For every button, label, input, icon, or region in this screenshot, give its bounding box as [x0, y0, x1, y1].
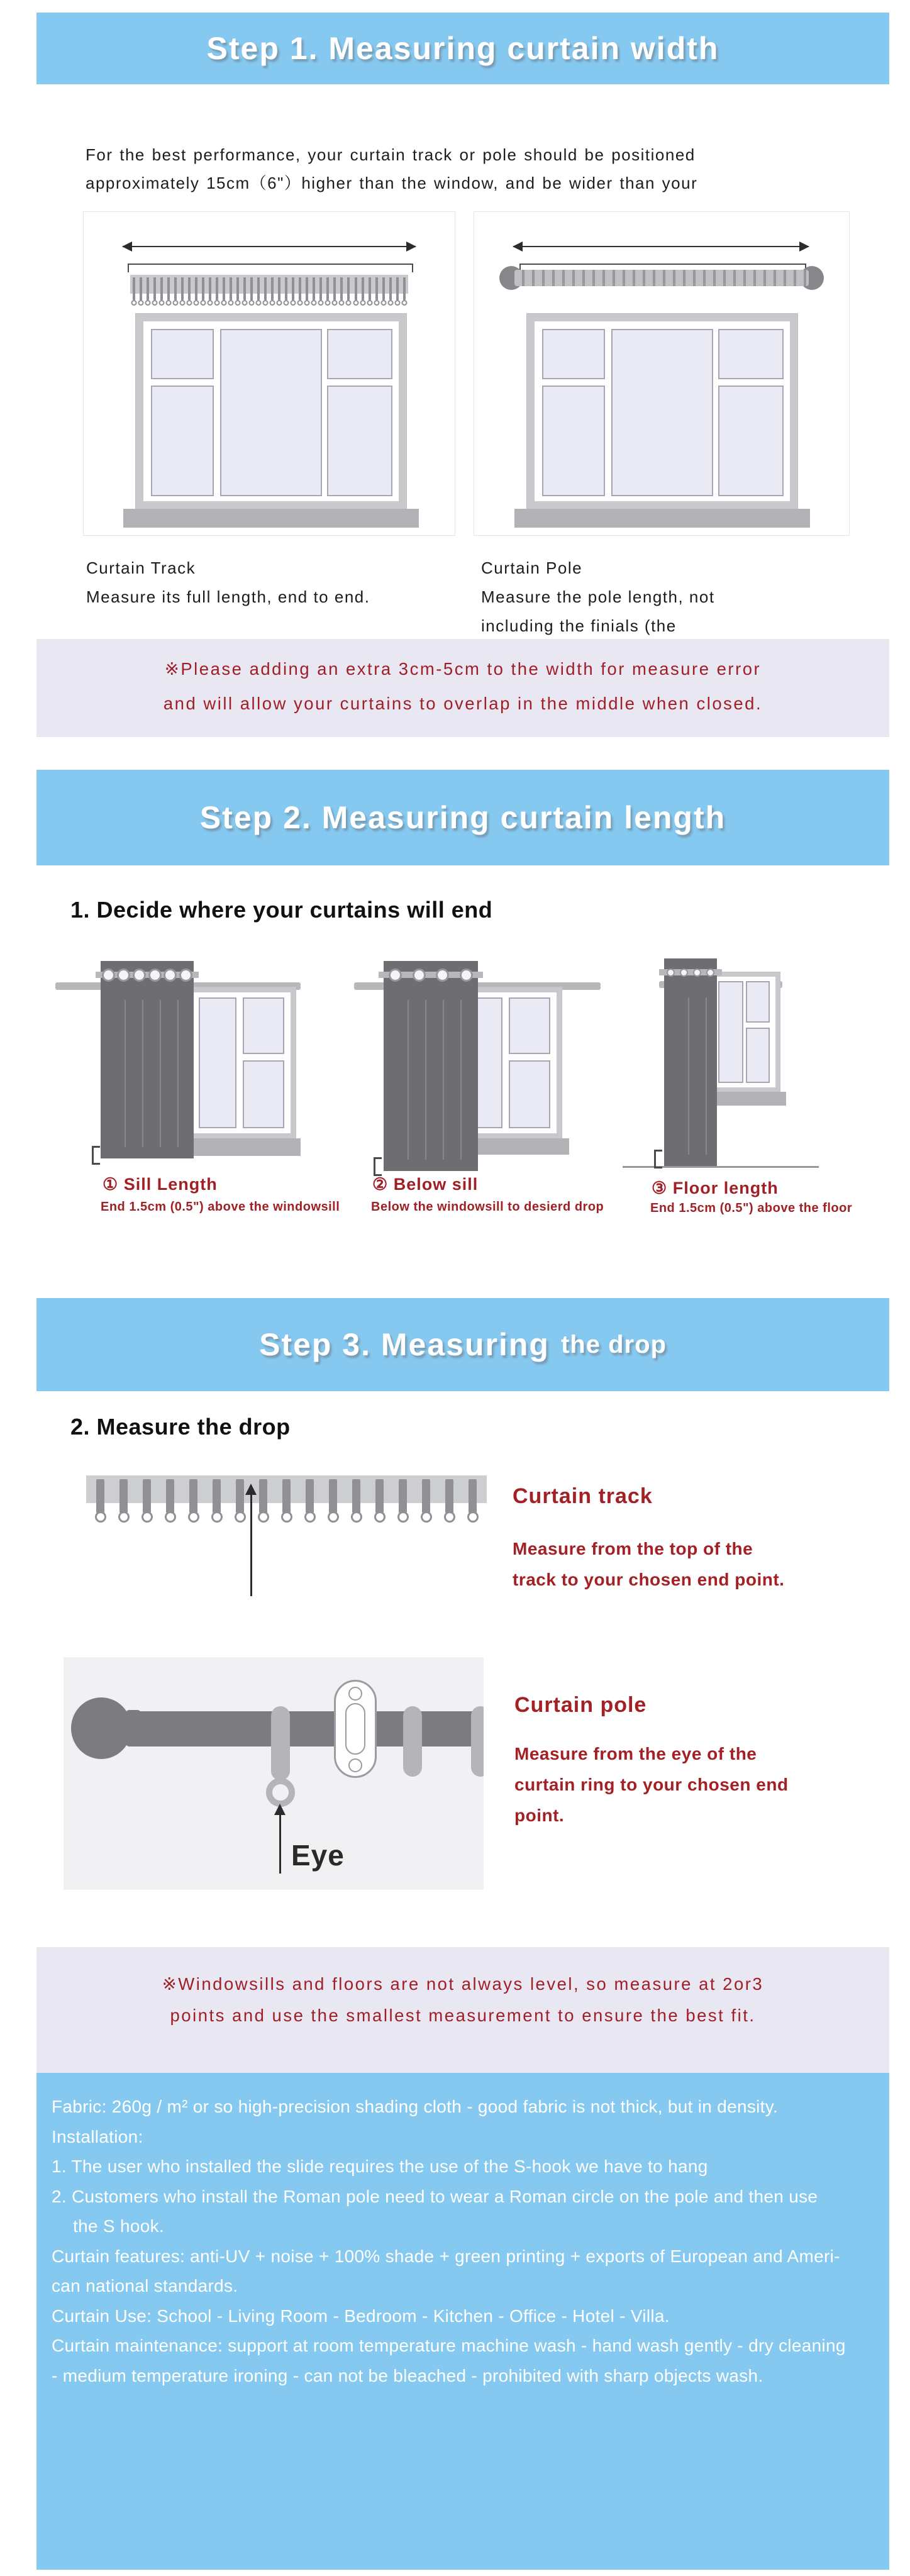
width-measure-note-box	[36, 639, 889, 737]
curtain-ring	[471, 1706, 484, 1777]
window-diagram-small	[709, 972, 780, 1092]
curtain-pole-diagram-card	[474, 211, 850, 536]
drop-track-diagram	[86, 1475, 487, 1503]
option1-number: ①	[103, 1175, 119, 1194]
window-pane	[220, 329, 322, 496]
intro-line-2: approximately 15cm（6"）higher than the window, and be wider than your	[86, 174, 698, 192]
pole-desc-line2: curtain ring to your chosen end	[514, 1775, 789, 1794]
eye-label: Eye	[291, 1839, 345, 1872]
drop-pole-diagram	[64, 1657, 484, 1890]
track-desc-line1: Measure from the top of the	[513, 1539, 753, 1558]
pole-caption-title: Curtain Pole	[481, 558, 583, 577]
detail-line: Curtain maintenance: support at room temperature machine wash - hand wash gently - dry cleaning	[52, 2336, 846, 2355]
pole-caption-line1: Measure the pole length, not	[481, 587, 715, 606]
curtain-track-label: Curtain track	[513, 1484, 653, 1508]
pole-finial-icon	[71, 1697, 131, 1759]
window-pane	[718, 386, 784, 496]
detail-line: Installation:	[52, 2126, 143, 2146]
window-pane	[746, 981, 770, 1023]
option2-label: Below sill	[393, 1175, 479, 1194]
option1-desc: End 1.5cm (0.5") above the windowsill	[101, 1200, 340, 1214]
curtain-track-desc	[513, 1533, 784, 1595]
detail-line: the S hook.	[73, 2216, 164, 2236]
floor-line	[623, 1166, 819, 1168]
window-pane	[718, 329, 784, 379]
step3-banner-subtitle: the drop	[560, 1330, 667, 1358]
option1-label: Sill Length	[123, 1175, 218, 1194]
length-bracket-icon	[374, 1157, 382, 1176]
note1-line2: and will allow your curtains to overlap in the middle when closed.	[163, 694, 763, 713]
curtain-ring	[403, 1706, 422, 1777]
pole-bar	[138, 1711, 484, 1746]
note1-line1: ※Please adding an extra 3cm-5cm to the width for measure error	[164, 659, 762, 679]
pole-bracket-plate	[334, 1680, 377, 1778]
step2-heading: 1. Decide where your curtains will end	[70, 897, 493, 923]
bracket-slot	[345, 1703, 365, 1755]
track-caption	[86, 553, 370, 611]
window-pane	[542, 386, 605, 496]
length-bracket-icon	[654, 1150, 662, 1169]
option2-number: ②	[372, 1175, 389, 1194]
pole-caption	[481, 553, 715, 640]
product-details-box	[36, 2073, 889, 2570]
window-sill	[514, 509, 810, 528]
track-gliders	[96, 1479, 477, 1513]
ring-eye-icon	[266, 1778, 295, 1807]
window-pane	[718, 981, 743, 1083]
curtain-panel-floor-length	[664, 958, 717, 1166]
step3-banner-title: Step 3. Measuring	[259, 1327, 550, 1362]
intro-text	[86, 141, 853, 197]
window-pane	[243, 997, 284, 1054]
intro-line-1: For the best performance, your curtain track or pole should be positioned	[86, 145, 696, 164]
track-gliders	[133, 277, 406, 300]
window-diagram	[527, 314, 797, 509]
window-pane	[151, 386, 214, 496]
option3-desc: End 1.5cm (0.5") above the floor	[650, 1201, 853, 1215]
grommets	[101, 963, 194, 986]
window-pane	[243, 1060, 284, 1128]
track-desc-line2: track to your chosen end point.	[513, 1570, 785, 1589]
bracket-screw-hole	[348, 1687, 362, 1701]
option3-number: ③	[652, 1179, 668, 1197]
up-arrow-icon	[279, 1814, 281, 1874]
option3-title	[652, 1179, 779, 1198]
grommets	[384, 963, 478, 986]
curtain-panel-sill-length	[101, 961, 194, 1158]
step3-banner	[36, 1298, 889, 1391]
curtain-pole-label: Curtain pole	[514, 1693, 647, 1717]
grommets	[664, 961, 717, 984]
window-diagram	[136, 314, 406, 509]
pole-desc-line3: point.	[514, 1806, 565, 1825]
curtain-pole-desc	[514, 1738, 789, 1831]
curtain-panel-below-sill	[384, 961, 478, 1171]
detail-line: 2. Customers who install the Roman pole need to wear a Roman circle on the pole and then use	[52, 2186, 818, 2206]
step2-banner	[36, 770, 889, 865]
window-pane	[746, 1028, 770, 1083]
width-arrow-icon	[123, 246, 416, 247]
level-note-box	[36, 1947, 889, 2074]
pole-desc-line1: Measure from the eye of the	[514, 1744, 757, 1763]
step3-heading: 2. Measure the drop	[70, 1414, 291, 1440]
option3-label: Floor length	[672, 1179, 779, 1197]
option1-title	[103, 1175, 218, 1194]
pole-caption-line2: including the finials (the	[481, 616, 677, 635]
window-pane	[509, 997, 550, 1054]
curtain-ring	[271, 1706, 290, 1780]
window-pane	[151, 329, 214, 379]
bracket-screw-hole	[348, 1758, 362, 1772]
window-sill	[123, 509, 419, 528]
up-arrow-icon	[250, 1494, 252, 1596]
step2-banner-title: Step 2. Measuring curtain length	[199, 800, 726, 835]
window-diagram-small	[189, 987, 296, 1138]
detail-line: Curtain features: anti-UV + noise + 100% shade + green printing + exports of European and Ameri-	[52, 2246, 840, 2266]
detail-line: can national standards.	[52, 2276, 238, 2296]
detail-line: - medium temperature ironing - can not be bleached - prohibited with sharp objects wash.	[52, 2365, 763, 2385]
window-pane	[542, 329, 605, 379]
detail-line: 1. The user who installed the slide requires the use of the S-hook we have to hang	[52, 2157, 708, 2176]
step1-banner-title: Step 1. Measuring curtain width	[206, 31, 719, 66]
length-bracket-icon	[92, 1146, 100, 1165]
detail-line: Fabric: 260g / m² or so high-precision shading cloth - good fabric is not thick, but in density.	[52, 2097, 779, 2116]
note2-line2: points and use the smallest measurement to ensure the best fit.	[170, 2006, 756, 2025]
width-arrow-icon	[513, 246, 809, 247]
detail-line: Curtain Use: School - Living Room - Bedroom - Kitchen - Office - Hotel - Villa.	[52, 2306, 670, 2326]
measure-bracket-icon	[128, 264, 413, 272]
window-pane	[611, 329, 713, 496]
option2-desc: Below the windowsill to desierd drop	[371, 1200, 604, 1214]
step1-banner	[36, 13, 889, 84]
track-caption-body: Measure its full length, end to end.	[86, 587, 370, 606]
curtain-track-diagram-card	[83, 211, 455, 536]
option2-title	[372, 1175, 478, 1194]
window-pane	[199, 997, 236, 1128]
track-caption-title: Curtain Track	[86, 558, 196, 577]
window-pane	[327, 329, 392, 379]
note2-line1: ※Windowsills and floors are not always level, so measure at 2or3	[162, 1974, 764, 1994]
window-pane	[327, 386, 392, 496]
curtain-pole-bar	[514, 270, 809, 286]
window-pane	[509, 1060, 550, 1128]
